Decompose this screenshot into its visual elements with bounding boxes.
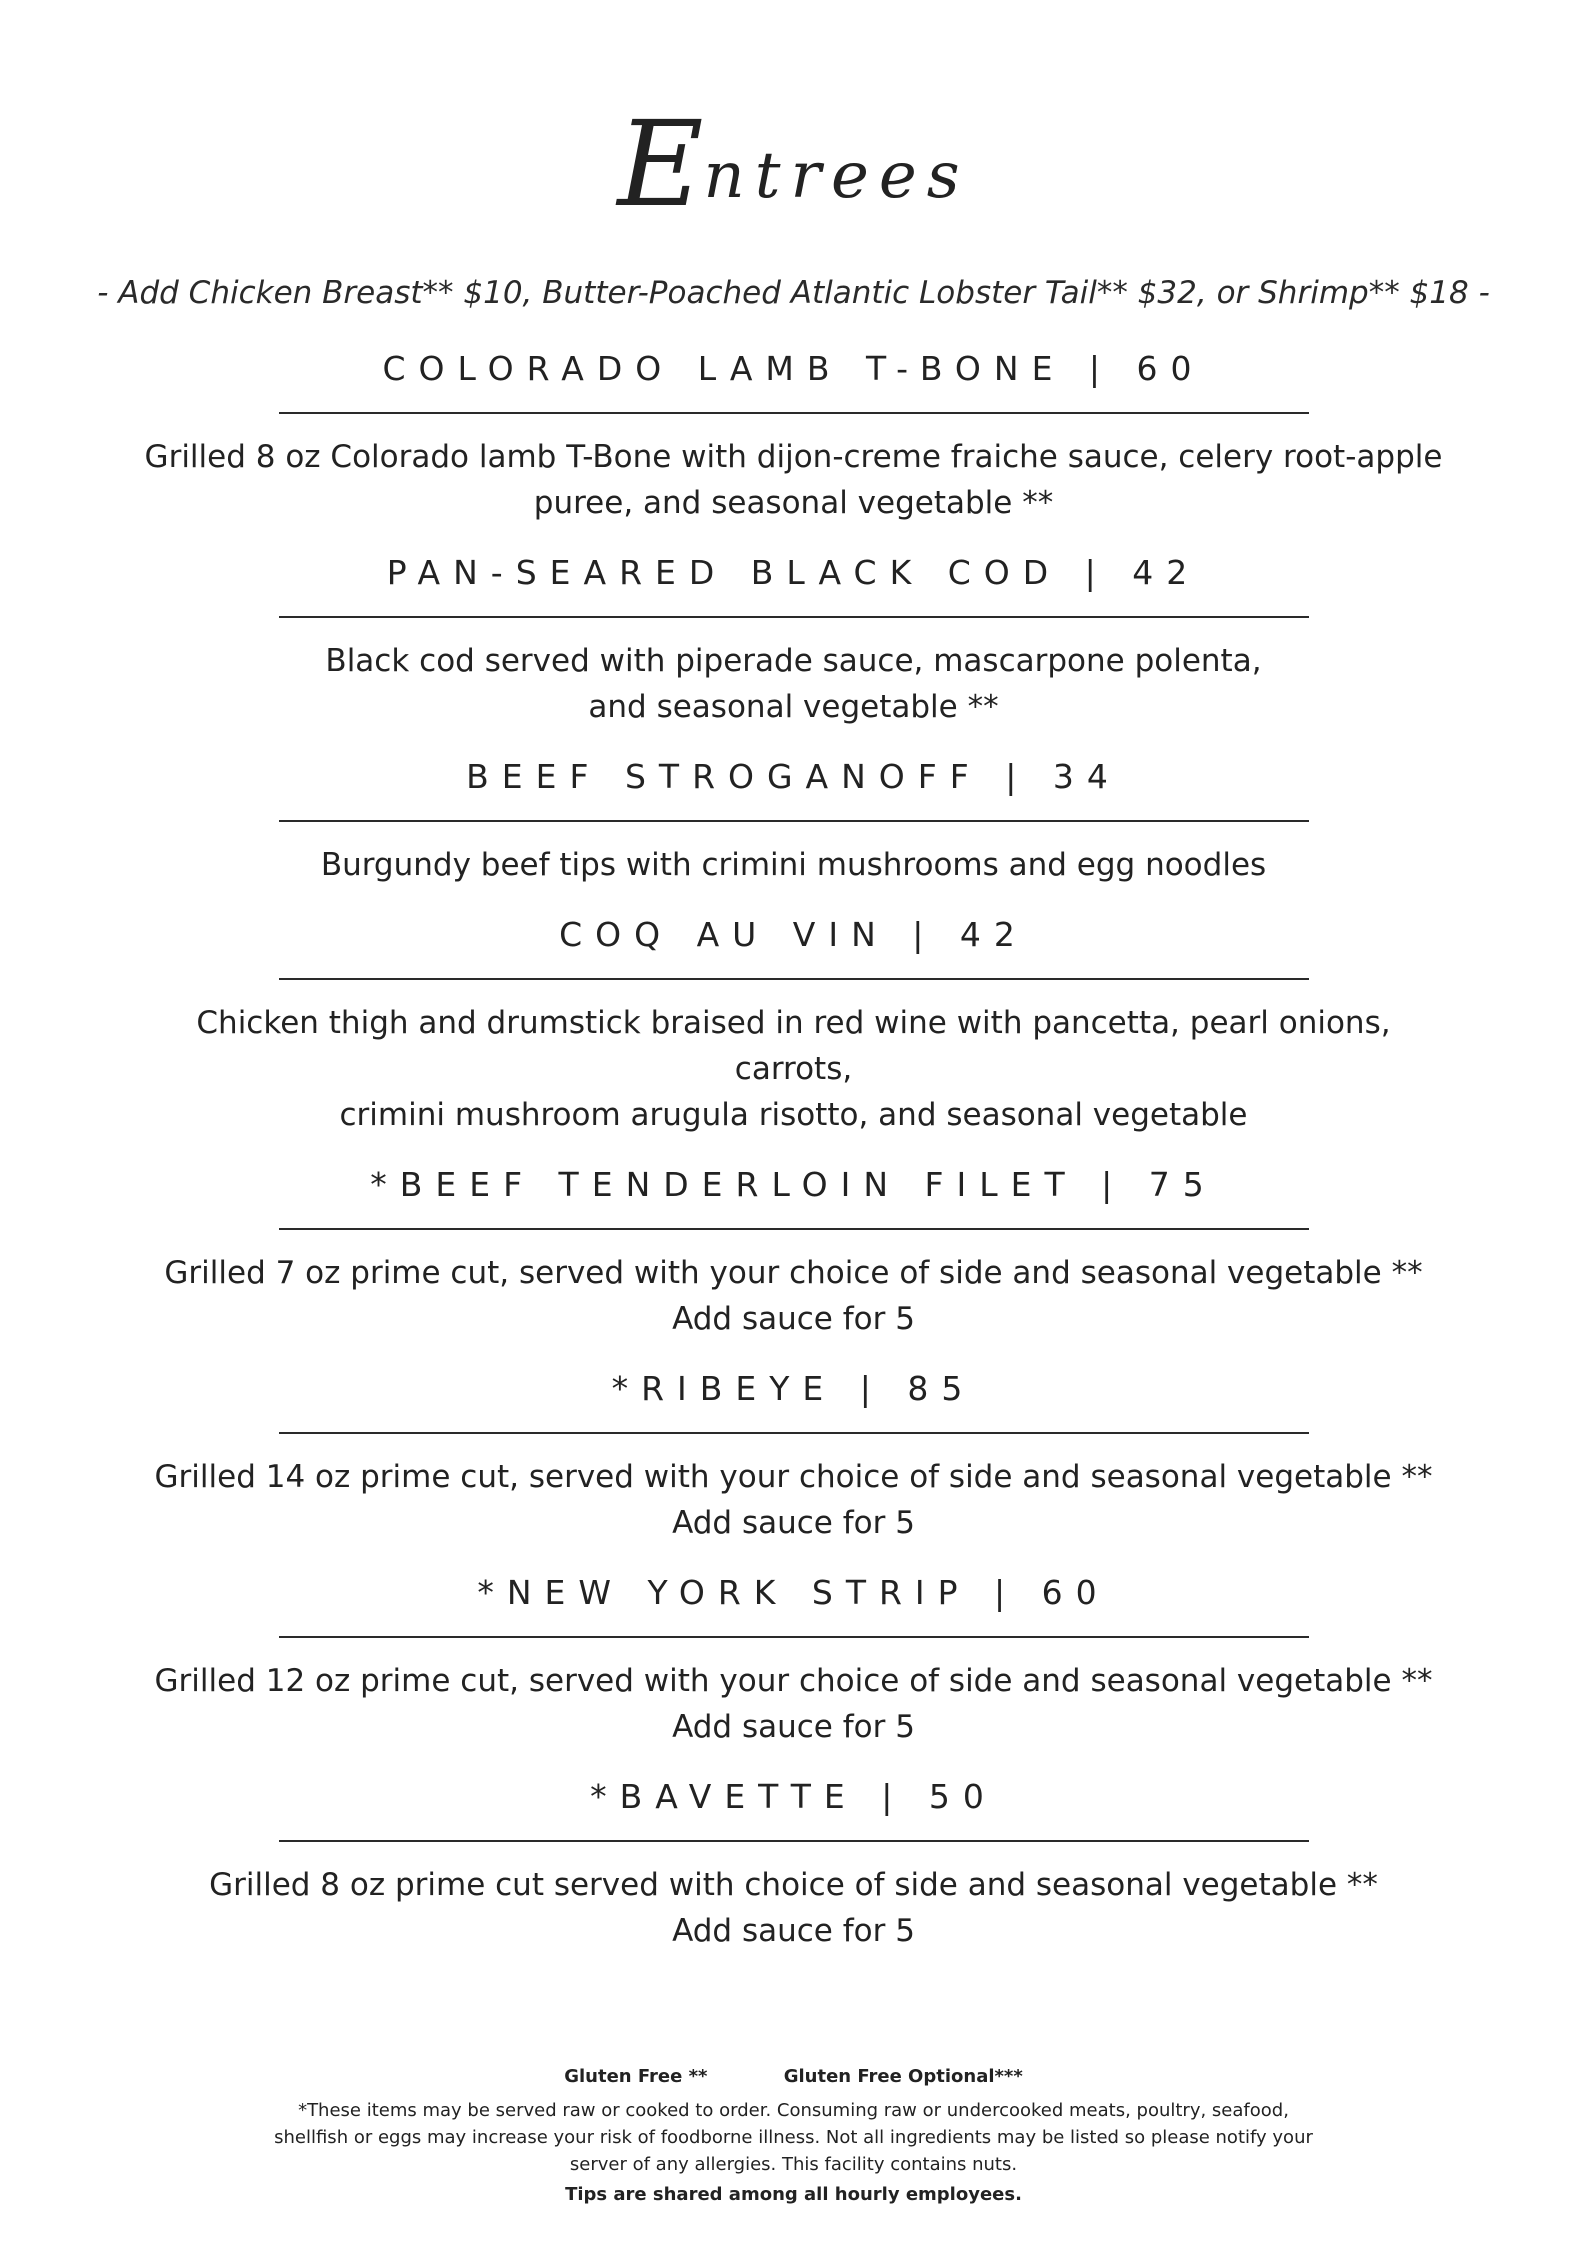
divider [279, 1228, 1309, 1230]
entree-description [144, 1658, 1444, 1750]
entree-description [144, 1454, 1444, 1546]
description-line: Add sauce for 5 [672, 1913, 915, 1949]
description-line: and seasonal vegetable ** [588, 689, 999, 725]
gluten-free-legend [0, 2063, 1587, 2091]
add-ons-line: - Add Chicken Breast** $10, Butter-Poached Atlantic Lobster Tail** $32, or Shrimp** $18 - [97, 275, 1490, 311]
entree-item [0, 549, 1587, 730]
disclaimer-line: *These items may be served raw or cooked to order. Consuming raw or undercooked meats, poultry, seafood, [298, 2100, 1289, 2121]
entree-description [144, 1250, 1444, 1342]
description-line: Black cod served with piperade sauce, mascarpone polenta, [325, 643, 1262, 679]
description-line: Burgundy beef tips with crimini mushrooms and egg noodles [320, 847, 1267, 883]
description-line: Chicken thigh and drumstick braised in red wine with pancetta, pearl onions, carrots, [196, 1005, 1391, 1087]
description-line: Add sauce for 5 [672, 1301, 915, 1337]
tips-note: Tips are shared among all hourly employees. [565, 2184, 1022, 2205]
disclaimer [0, 2097, 1587, 2178]
entree-description [144, 638, 1444, 730]
description-line: Add sauce for 5 [672, 1709, 915, 1745]
description-line: Grilled 7 oz prime cut, served with your choice of side and seasonal vegetable ** [164, 1255, 1423, 1291]
entree-item [0, 345, 1587, 526]
entree-item [0, 1773, 1587, 1954]
description-line: puree, and seasonal vegetable ** [533, 485, 1054, 521]
entree-heading: PAN-SEARED BLACK COD | 42 [386, 553, 1201, 592]
divider [279, 616, 1309, 618]
divider [279, 1840, 1309, 1842]
gluten-free-optional-label: Gluten Free Optional*** [783, 2066, 1023, 2087]
page-title-initial: E [617, 95, 704, 233]
description-line: Grilled 8 oz prime cut served with choice of side and seasonal vegetable ** [209, 1867, 1378, 1903]
description-line: Grilled 12 oz prime cut, served with your choice of side and seasonal vegetable ** [154, 1663, 1433, 1699]
entree-description [144, 842, 1444, 888]
footer [0, 2063, 1587, 2205]
entree-item [0, 753, 1587, 888]
entree-heading: *RIBEYE | 85 [611, 1369, 976, 1408]
description-line: Add sauce for 5 [672, 1505, 915, 1541]
entree-list [0, 345, 1587, 1954]
gluten-free-label: Gluten Free ** [564, 2066, 708, 2087]
entree-description [144, 434, 1444, 526]
entree-item [0, 1161, 1587, 1342]
description-line: Grilled 14 oz prime cut, served with your choice of side and seasonal vegetable ** [154, 1459, 1433, 1495]
entree-description [144, 1000, 1444, 1138]
entree-heading: *BEEF TENDERLOIN FILET | 75 [370, 1165, 1217, 1204]
disclaimer-line: shellfish or eggs may increase your risk of foodborne illness. Not all ingredients may be listed so please notify your [274, 2127, 1313, 2148]
divider [279, 978, 1309, 980]
divider [279, 412, 1309, 414]
entree-item [0, 1365, 1587, 1546]
description-line: crimini mushroom arugula risotto, and seasonal vegetable [339, 1097, 1248, 1133]
entree-description [144, 1862, 1444, 1954]
page-title-rest: ntrees [703, 139, 970, 213]
entree-item [0, 1569, 1587, 1750]
entree-item [0, 911, 1587, 1138]
disclaimer-line: server of any allergies. This facility contains nuts. [569, 2154, 1018, 2175]
entree-heading: COLORADO LAMB T-BONE | 60 [382, 349, 1205, 388]
entree-heading: COQ AU VIN | 42 [559, 915, 1028, 954]
entree-heading: BEEF STROGANOFF | 34 [466, 757, 1121, 796]
divider [279, 820, 1309, 822]
divider [279, 1636, 1309, 1638]
entree-heading: *NEW YORK STRIP | 60 [477, 1573, 1110, 1612]
description-line: Grilled 8 oz Colorado lamb T-Bone with dijon-creme fraiche sauce, celery root-apple [144, 439, 1443, 475]
divider [279, 1432, 1309, 1434]
page-title [0, 95, 1587, 233]
entree-heading: *BAVETTE | 50 [590, 1777, 997, 1816]
